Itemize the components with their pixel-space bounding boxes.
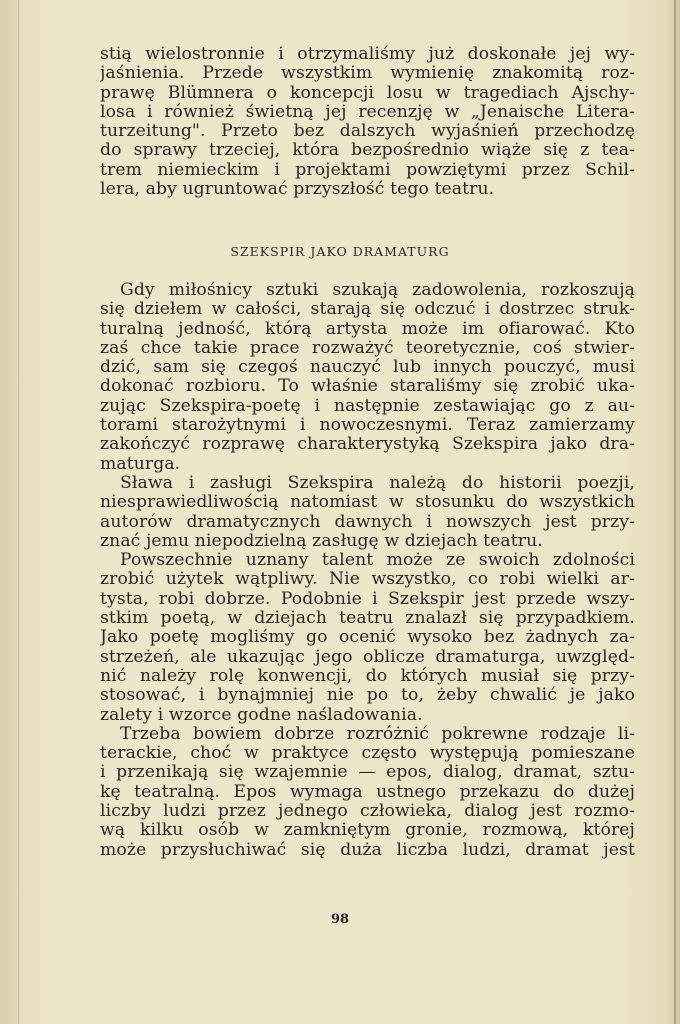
paragraph [100, 551, 635, 725]
text-line: się dziełem w całości, starają się odczuć i dostrzec struk- [100, 300, 635, 320]
text-line: trem niemieckim i projektami powziętymi przez Schil- [100, 160, 635, 180]
text-line: liczby ludzi przez jednego człowieka, dialog jest rozmo- [100, 802, 635, 822]
text-line: i przenikają się wzajemnie — epos, dialog, dramat, sztu- [100, 763, 635, 783]
text-line: Sława i zasługi Szekspira należą do historii poezji, [120, 473, 635, 493]
text-line: zrobić użytek wątpliwy. Nie wszystko, co robi wielki ar- [100, 570, 635, 590]
text-line: znać jemu niepodzielną zasługę w dziejach teatru. [100, 531, 543, 551]
page-gutter-line [18, 0, 19, 1024]
text-line: turalną jedność, którą artysta może im ofiarować. Kto [100, 319, 635, 339]
text-line: kę teatralną. Epos wymaga ustnego przekazu do dużej [100, 782, 635, 802]
text-line: Trzeba bowiem dobrze rozróżnić pokrewne rodzaje li- [120, 724, 635, 744]
text-line: Gdy miłośnicy sztuki szukają zadowolenia, rozkoszują [120, 281, 635, 300]
text-line: dzić, sam się czegoś nauczyć lub innych pouczyć, musi [100, 358, 635, 378]
text-line: stkim poetą, w dziejach teatru znalazł się przypadkiem. [100, 609, 635, 629]
text-line: Powszechnie uznany talent może ze swoich zdolności [120, 551, 635, 571]
page-right-edge [674, 0, 676, 1024]
text-line: zakończyć rozprawę charakterystyką Szekspira jako dra- [100, 435, 635, 455]
text-line: stosować, i bynajmniej nie po to, żeby chwalić je jako [100, 686, 635, 706]
text-line: stią wielostronnie i otrzymaliśmy już doskonałe jej wy- [100, 45, 635, 64]
text-line: zując Szekspira-poetę i następnie zestawiając go z au- [100, 396, 635, 416]
body-text [100, 281, 635, 860]
text-line: zaś chce takie prace rozważyć teoretycznie, coś stwier- [100, 338, 635, 358]
text-line: lera, aby ugruntować przyszłość tego teatru. [100, 180, 495, 200]
text-line: nić należy rolę konwencji, do których musiał się przy- [100, 666, 635, 686]
text-line: strzeżeń, ale ukazując jego oblicze dramaturga, uwzględ- [100, 647, 635, 667]
text-line: terackie, choć w praktyce często występują pomieszane [100, 744, 635, 764]
text-line: zalety i wzorce godne naśladowania. [100, 705, 423, 725]
paragraph [100, 281, 635, 474]
text-line: niesprawiedliwością natomiast w stosunku do wszystkich [100, 493, 635, 513]
page-number: 98 [330, 912, 350, 927]
text-line: turzeitung". Przeto bez dalszych wyjaśnień przechodzę [100, 122, 635, 142]
text-line: jaśnienia. Przede wszystkim wymienię znakomitą roz- [100, 64, 635, 84]
top-paragraph [100, 45, 635, 199]
text-line: prawę Blümnera o koncepcji losu w tragediach Ajschy- [100, 83, 635, 103]
text-line: może przysłuchiwać się duża liczba ludzi, dramat jest [100, 840, 635, 860]
text-line: maturga. [100, 454, 181, 474]
paragraph [100, 725, 635, 860]
text-line: wą kilku osób w zamkniętym gronie, rozmową, której [100, 821, 635, 841]
text-line: dokonać rozbioru. To właśnie staraliśmy się zrobić uka- [100, 377, 635, 397]
section-heading: SZEKSPIR JAKO DRAMATURG [230, 244, 450, 259]
text-line: losa i również świetną jej recenzję w „Jenaische Litera- [100, 102, 635, 122]
paragraph [100, 474, 635, 551]
text-line: autorów dramatycznych dawnych i nowszych jest przy- [100, 512, 635, 532]
text-line: Jako poetę mogliśmy go ocenić wysoko bez żadnych za- [100, 628, 635, 648]
text-line: torami starożytnymi i nowoczesnymi. Teraz zamierzamy [100, 416, 635, 436]
text-line: tysta, robi dobrze. Podobnie i Szekspir jest przede wszy- [100, 589, 635, 609]
text-line: do sprawy trzeciej, która bezpośrednio wiąże się z tea- [100, 141, 635, 161]
